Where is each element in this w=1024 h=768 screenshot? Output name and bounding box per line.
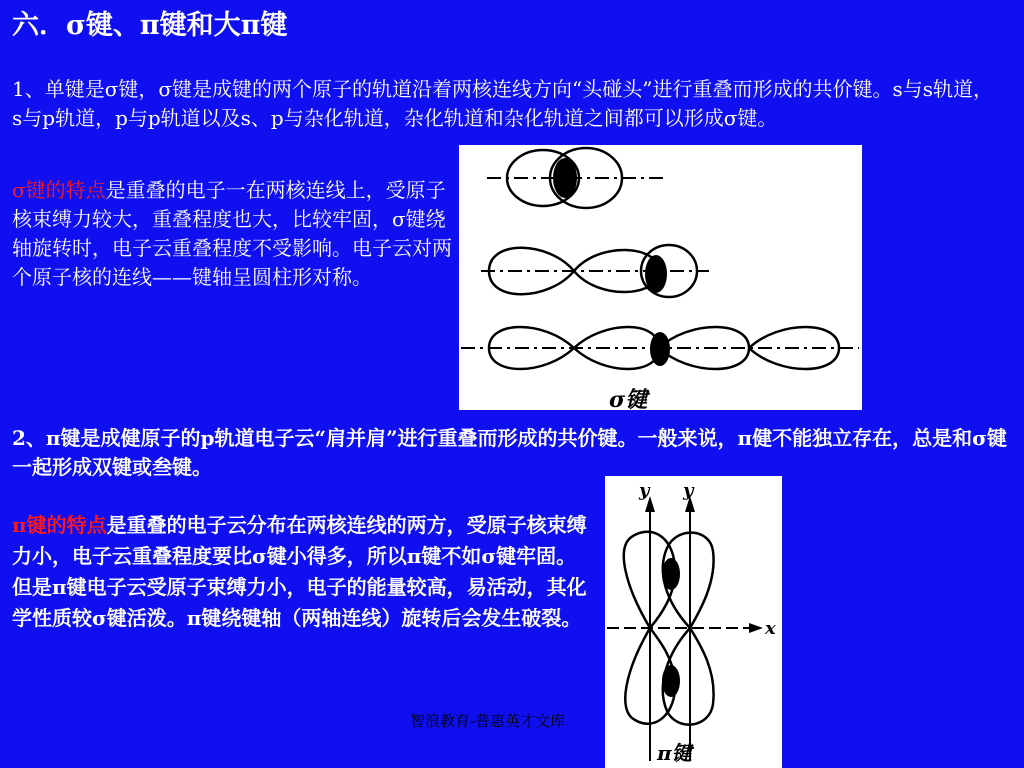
sigma-caption: σ键 bbox=[609, 387, 648, 410]
sigma-feature-label: σ键的特点 bbox=[12, 178, 106, 202]
pi-definition-paragraph: 2、π键是成健原子的p轨道电子云“肩并肩”进行重叠而形成的共价键。一般来说，π健不能独立存在，总是和σ键一起形成双键或叁键。 bbox=[12, 426, 1007, 479]
footer-watermark: 智浪教育-普惠英才文库 bbox=[410, 712, 566, 730]
sigma-feature-text: 是重叠的电子一在两核连线上，受原子核束缚力较大，重叠程度也大，比较牢固，σ键绕轴旋转时，电子云重叠程度不受影响。电子云对两个原子核的连线——键轴呈圆柱形对称。 bbox=[12, 178, 452, 289]
pi-caption: π键 bbox=[657, 741, 692, 765]
pi-feature-paragraph bbox=[12, 510, 592, 634]
sigma-bond-figure bbox=[459, 145, 862, 410]
sigma-definition-paragraph: 1、单键是σ键，σ键是成键的两个原子的轨道沿着两核连线方向“头碰头”进行重叠而形成的共价键。s与s轨道，s与p轨道，p与p轨道以及s、p与杂化轨道，杂化轨道和杂化轨道之间都可以形成σ键。 bbox=[12, 77, 994, 130]
pi-feature-text: 是重叠的电子云分布在两核连线的两方，受原子核束缚力小，电子云重叠程度要比σ键小得多，所以π键不如σ键牢固。但是π键电子云受原子束缚力小，电子的能量较高，易活动，其化学性质较σ键活泼。π键绕键轴（两轴连线）旋转后会发生破裂。 bbox=[12, 513, 587, 630]
pi-bond-figure bbox=[605, 476, 782, 768]
pi-feature-label: π键的特点 bbox=[12, 513, 107, 537]
slide-title: 六．σ键、π键和大π键 bbox=[12, 10, 288, 41]
pi-bond-diagram bbox=[605, 476, 782, 768]
pi-axis-x-label: x bbox=[765, 618, 776, 639]
pi-axis-y2-label: y bbox=[683, 480, 694, 501]
sigma-bond-diagram bbox=[459, 145, 862, 410]
sigma-feature-paragraph bbox=[12, 176, 452, 292]
pi-axis-y1-label: y bbox=[639, 480, 650, 501]
